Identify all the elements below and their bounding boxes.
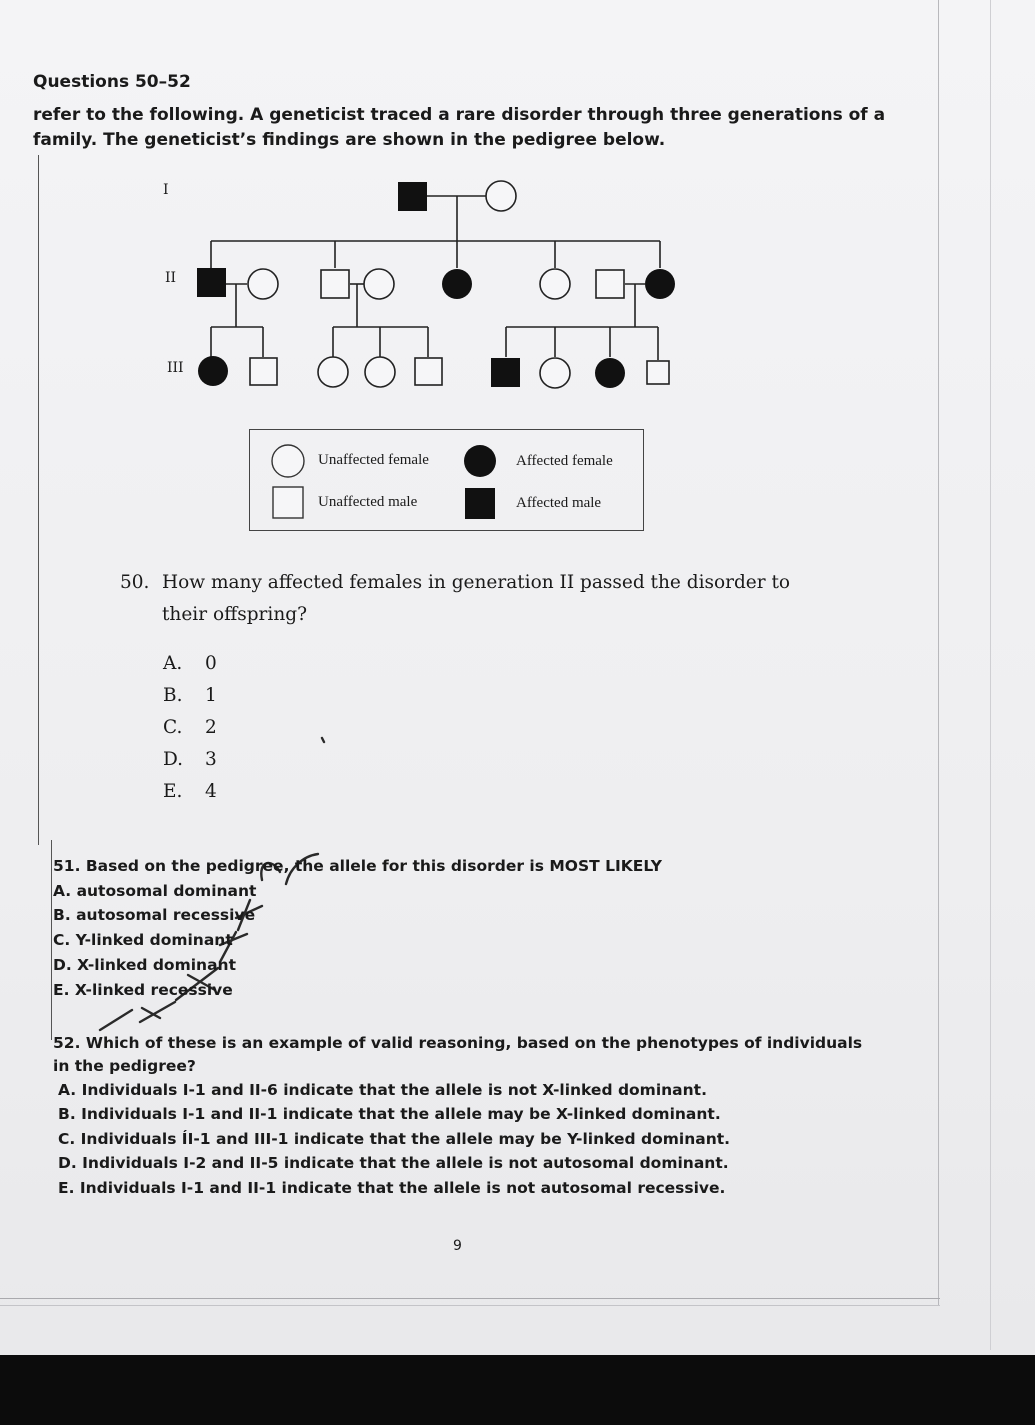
screen-bezel <box>0 1355 1035 1425</box>
pedigree-II-1-affected-male <box>197 268 226 297</box>
q50-option-letter: C. <box>163 717 183 738</box>
q50-stem-line-1: How many affected females in generation II passed the disorder to <box>162 572 791 593</box>
q50-option-letter: E. <box>163 781 183 802</box>
pedigree-II-8-affected-female <box>645 269 675 299</box>
pedigree-I-1-affected-male <box>398 182 427 211</box>
q51-option: E. X-linked recessive <box>53 981 233 999</box>
generation-label-II: II <box>165 270 177 286</box>
pedigree-III-6-affected-male <box>491 358 520 387</box>
q51-option: B. autosomal recessive <box>53 906 256 924</box>
q50-stem-line-2: their offspring? <box>162 604 307 625</box>
pedigree-III-8-affected-female <box>595 358 625 388</box>
q50-option-letter: B. <box>163 685 183 706</box>
pedigree-II-5-affected-female <box>442 269 472 299</box>
page-number: 9 <box>453 1238 462 1254</box>
intro-line-2: family. The geneticist’s findings are shown in the pedigree below. <box>33 130 666 150</box>
q52-option: B. Individuals I-1 and II-1 indicate that the allele may be X-linked dominant. <box>58 1105 721 1123</box>
q50-option-letter: A. <box>163 653 183 674</box>
q50-option-value: 4 <box>205 781 217 802</box>
q50-option-value: 2 <box>205 717 217 738</box>
generation-label-III: III <box>167 360 184 376</box>
pedigree-III-1-affected-female <box>198 356 228 386</box>
q51-stem: 51. Based on the pedigree, the allele for this disorder is MOST LIKELY <box>53 857 663 875</box>
q51-option: A. autosomal dominant <box>53 882 257 900</box>
q50-number: 50. <box>120 572 150 593</box>
pedigree-legend <box>249 429 644 531</box>
pedigree-I-2-unaffected-female <box>486 181 516 211</box>
pedigree-II-4-unaffected-female <box>364 269 394 299</box>
pedigree-II-6-unaffected-female <box>540 269 570 299</box>
q51-option: C. Y-linked dominant <box>53 931 233 949</box>
pedigree-III-2-unaffected-male <box>250 358 277 385</box>
q52-option: A. Individuals I-1 and II-6 indicate that the allele is not X-linked dominant. <box>58 1081 707 1099</box>
intro-line-1: refer to the following. A geneticist traced a rare disorder through three generations of a <box>33 105 886 125</box>
q50-option-value: 1 <box>205 685 217 706</box>
q52-option: C. Individuals ÍI-1 and III-1 indicate that the allele may be Y-linked dominant. <box>58 1130 731 1148</box>
pedigree-III-9-unaffected-male <box>647 361 669 384</box>
legend-affected-female: Affected female <box>516 453 613 469</box>
q50-option-letter: D. <box>163 749 184 770</box>
pedigree-III-5-unaffected-male <box>415 358 442 385</box>
q51-option: D. X-linked dominant <box>53 956 236 974</box>
pedigree-II-7-unaffected-male <box>596 270 624 298</box>
q50-option-value: 3 <box>205 749 217 770</box>
pedigree-III-3-unaffected-female <box>318 357 348 387</box>
legend-affected-male: Affected male <box>516 495 602 511</box>
q52-option: E. Individuals I-1 and II-1 indicate that the allele is not autosomal recessive. <box>58 1179 726 1197</box>
q50-option-value: 0 <box>205 653 217 674</box>
pedigree-III-4-unaffected-female <box>365 357 395 387</box>
q52-stem-line-1: 52. Which of these is an example of valid reasoning, based on the phenotypes of individuals <box>53 1034 863 1052</box>
q52-option: D. Individuals I-2 and II-5 indicate that the allele is not autosomal dominant. <box>58 1154 729 1172</box>
legend-unaffected-male: Unaffected male <box>318 494 418 510</box>
generation-label-I: I <box>163 182 169 198</box>
questions-heading: Questions 50–52 <box>33 72 191 92</box>
pedigree-II-2-unaffected-female <box>248 269 278 299</box>
q52-stem-line-2: in the pedigree? <box>53 1057 196 1075</box>
pedigree-III-7-unaffected-female <box>540 358 570 388</box>
legend-unaffected-female: Unaffected female <box>318 452 429 468</box>
pedigree-II-3-unaffected-male <box>321 270 349 298</box>
